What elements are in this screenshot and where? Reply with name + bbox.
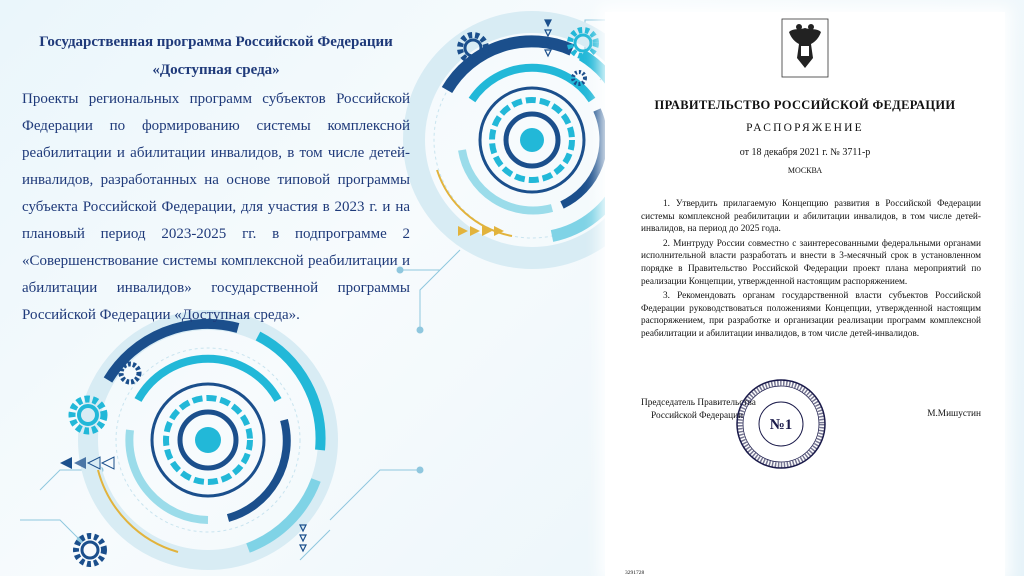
program-title: Государственная программа Российской Федерации «Доступная среда» <box>39 34 393 78</box>
document-code: 3291728 <box>625 570 645 576</box>
document-date-number: от 18 декабря 2021 г. № 3711-р <box>739 147 871 158</box>
document-paragraph: 1. Утвердить прилагаемую Концепцию развития в Российской Федерации системы комплексной реабилитации и абилитации инвалидов, в том числе детей-инвалидов, на период до 2025 года. <box>641 199 981 235</box>
signatory-title-line: Председатель Правительства <box>641 398 756 408</box>
seal-number: №1 <box>769 417 793 433</box>
document-city: МОСКВА <box>787 166 823 175</box>
document-paragraph: 3. Рекомендовать органам государственной власти субъектов Российской Федерации руководствоваться положениями Концепции, утвержденной настоящим распоряжением, при разработке и организации реализации программ комплексной реабилитации и абилитации инвалидов, в том числе детей-инвалидов. <box>641 291 981 339</box>
radial-ornament-bottom <box>88 320 328 560</box>
government-order-document <box>605 12 1005 576</box>
coat-of-arms-emblem <box>781 18 829 78</box>
document-body <box>641 198 981 343</box>
document-authority: ПРАВИТЕЛЬСТВО РОССИЙСКОЙ ФЕДЕРАЦИИ <box>654 98 956 112</box>
signatory-title-line: Российской Федерации <box>651 410 744 421</box>
gear-icon <box>121 364 139 382</box>
program-description: Проекты региональных программ субъектов Российской Федерации по формированию системы комплексной реабилитации и абилитации инвалидов, в том числе детей-инвалидов, разработанных на основе типовой программы субъекта Российской Федерации, для участия в 2023 г. и на плановый период 2023-2025 гг. в подпрограмме 2 «Совершенствование системы комплексной реабилитации и абилитации инвалидов» государственной программы Российской Федерации «Доступная среда». <box>22 91 410 323</box>
document-type: РАСПОРЯЖЕНИЕ <box>746 122 864 134</box>
signatory-name: М.Мишустин <box>927 409 981 419</box>
document-paragraph: 2. Минтруду России совместно с заинтересованными федеральными органами исполнительной власти разработать и внести в 3-месячный срок в установленном порядке в Правительство Российской Федерации проект плана мероприятий по реализации Концепции, утвержденной настоящим распоряжением. <box>641 238 981 287</box>
official-seal <box>735 378 827 470</box>
program-text-block <box>22 28 410 329</box>
